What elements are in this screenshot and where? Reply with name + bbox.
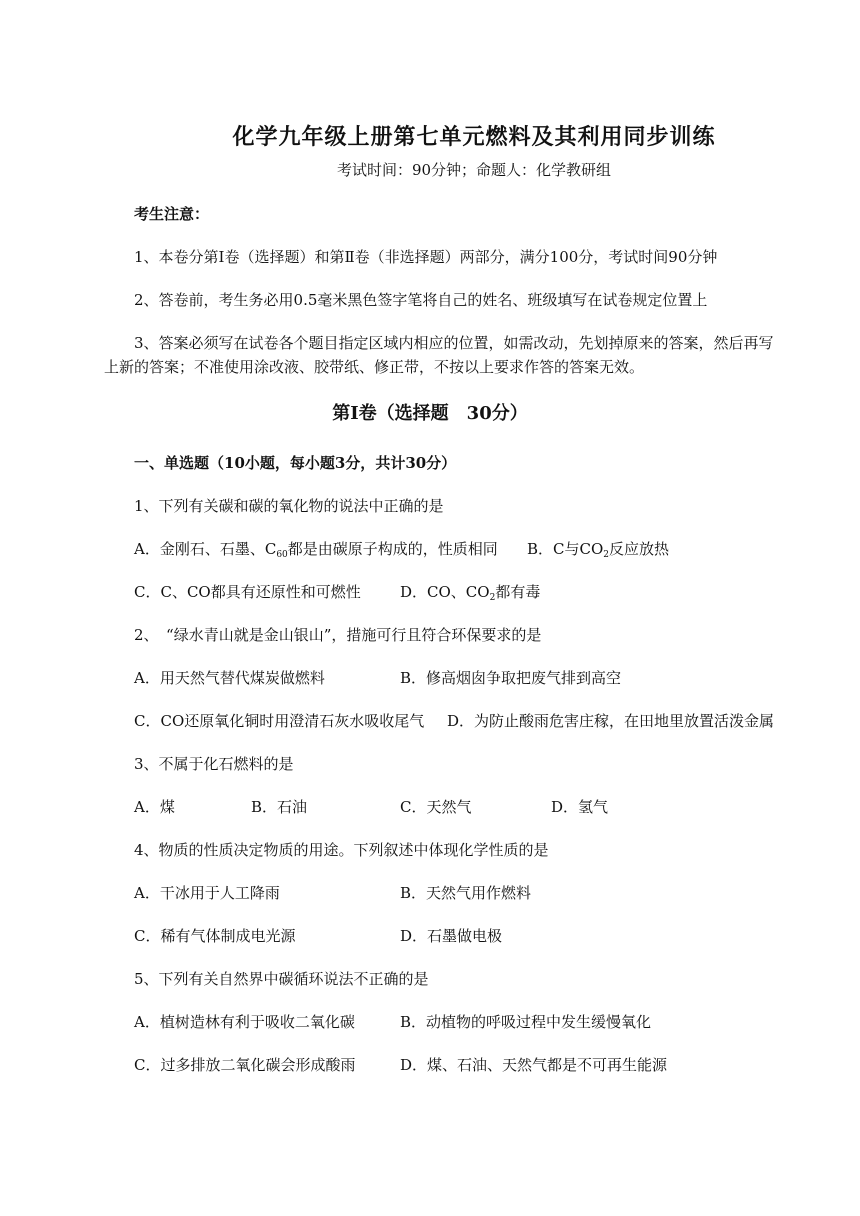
- notice-item: 3、答案必须写在试卷各个题目指定区域内相应的位置，如需改动，先划掉原来的答案，然后再写: [134, 334, 774, 352]
- option-c: C．过多排放二氧化碳会形成酸雨: [134, 1056, 356, 1074]
- option-d: D．煤、石油、天然气都是不可再生能源: [400, 1056, 668, 1074]
- notice-item: 2、答卷前，考生务必用0.5毫米黑色签字笔将自己的姓名、班级填写在试卷规定位置上: [134, 291, 708, 309]
- notice-item-continued: 上新的答案；不准使用涂改液、胶带纸、修正带，不按以上要求作答的答案无效。: [104, 358, 645, 376]
- notice-heading: 考生注意：: [134, 205, 210, 223]
- option-b: B．动植物的呼吸过程中发生缓慢氧化: [400, 1013, 652, 1031]
- option-b: B．石油: [251, 798, 308, 816]
- option-c: C．C、CO都具有还原性和可燃性: [134, 583, 361, 601]
- exam-info: 考试时间：90分钟；命题人：化学教研组: [336, 161, 612, 179]
- page-title: 化学九年级上册第七单元燃料及其利用同步训练: [232, 124, 716, 150]
- question-stem: 5、下列有关自然界中碳循环说法不正确的是: [134, 970, 429, 988]
- notice-item: 1、本卷分第Ⅰ卷（选择题）和第Ⅱ卷（非选择题）两部分，满分100分，考试时间90分钟: [134, 248, 718, 266]
- part-heading: 一、单选题（10小题，每小题3分，共计30分）: [134, 454, 457, 472]
- option-a: A．干冰用于人工降雨: [134, 884, 280, 902]
- option-c: C．天然气: [400, 798, 472, 816]
- option-c: C．稀有气体制成电光源: [134, 927, 296, 945]
- option-b: B．天然气用作燃料: [400, 884, 532, 902]
- option-d: D．为防止酸雨危害庄稼，在田地里放置活泼金属: [447, 712, 775, 730]
- option-d: D．石墨做电极: [400, 927, 503, 945]
- question-stem: 4、物质的性质决定物质的用途。下列叙述中体现化学性质的是: [134, 841, 549, 859]
- section-title: 第Ⅰ卷（选择题 30分）: [332, 403, 528, 424]
- question-stem: 3、不属于化石燃料的是: [134, 755, 294, 773]
- option-c: C．CO还原氧化铜时用澄清石灰水吸收尾气: [134, 712, 425, 730]
- option-a: A．用天然气替代煤炭做燃料: [134, 669, 325, 687]
- option-a: A．植树造林有利于吸收二氧化碳: [134, 1013, 355, 1031]
- option-b: B．C与$CO_2$反应放热: [527, 540, 670, 560]
- option-a: A．金刚石、石墨、$C_{60}$都是由碳原子构成的，性质相同: [134, 540, 498, 560]
- question-stem: 2、 “绿水青山就是金山银山”，措施可行且符合环保要求的是: [134, 626, 542, 644]
- option-a: A．煤: [134, 798, 175, 816]
- option-d: D．CO、$CO_2$都有毒: [400, 583, 541, 603]
- option-b: B．修高烟囱争取把废气排到高空: [400, 669, 622, 687]
- question-stem: 1、下列有关碳和碳的氧化物的说法中正确的是: [134, 497, 444, 515]
- option-d: D．氢气: [551, 798, 609, 816]
